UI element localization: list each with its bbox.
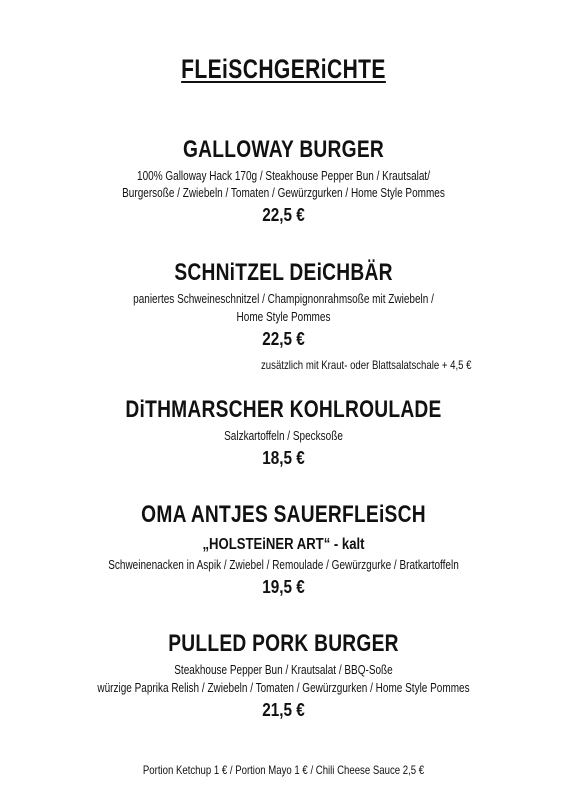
dish-description-line: Salzkartoffeln / Specksoße <box>224 429 343 443</box>
dish-price: 21,5 € <box>262 700 305 720</box>
dish-price: 18,5 € <box>262 448 305 468</box>
dish-description-line: paniertes Schweineschnitzel / Champignonrahmsoße mit Zwiebeln / <box>133 292 434 306</box>
dish-description-line: Burgersoße / Zwiebeln / Tomaten / Gewürzgurken / Home Style Pommes <box>122 186 445 200</box>
dish-price: 19,5 € <box>262 577 305 597</box>
dish-name-oma-antjes-sauerfleisch: OMA ANTJES SAUERFLEiSCH <box>141 501 426 528</box>
dish-description-line: würzige Paprika Relish / Zwiebeln / Tomaten / Gewürzgurken / Home Style Pommes <box>97 681 470 695</box>
dish-name-galloway-burger: GALLOWAY BURGER <box>183 136 384 163</box>
dish-price: 22,5 € <box>262 329 305 349</box>
dish-description-line: Schweinenacken in Aspik / Zwiebel / Remoulade / Gewürzgurke / Bratkartoffeln <box>108 558 459 572</box>
dish-extra-option-text: zusätzlich mit Kraut- oder Blattsalatschale + 4,5 € <box>261 358 472 372</box>
dish-name-dithmarscher-kohlroulade: DiTHMARSCHER KOHLROULADE <box>125 396 442 423</box>
dish-price: 22,5 € <box>262 205 305 225</box>
dish-name-schnitzel-deichbaer: SCHNiTZEL DEiCHBÄR <box>174 259 393 286</box>
dish-name-pulled-pork-burger: PULLED PORK BURGER <box>168 630 399 657</box>
dish-description-line: Steakhouse Pepper Bun / Krautsalat / BBQ-Soße <box>174 663 393 677</box>
page-title: FLEiSCHGERiCHTE <box>181 54 386 84</box>
dish-subtitle: „HOLSTEiNER ART“ - kalt <box>202 536 365 553</box>
sauce-extras-footer: Portion Ketchup 1 € / Portion Mayo 1 € / Chili Cheese Sauce 2,5 € <box>142 763 425 777</box>
dish-description-line: Home Style Pommes <box>236 310 331 324</box>
dish-description-line: 100% Galloway Hack 170g / Steakhouse Pepper Bun / Krautsalat/ <box>137 169 430 183</box>
